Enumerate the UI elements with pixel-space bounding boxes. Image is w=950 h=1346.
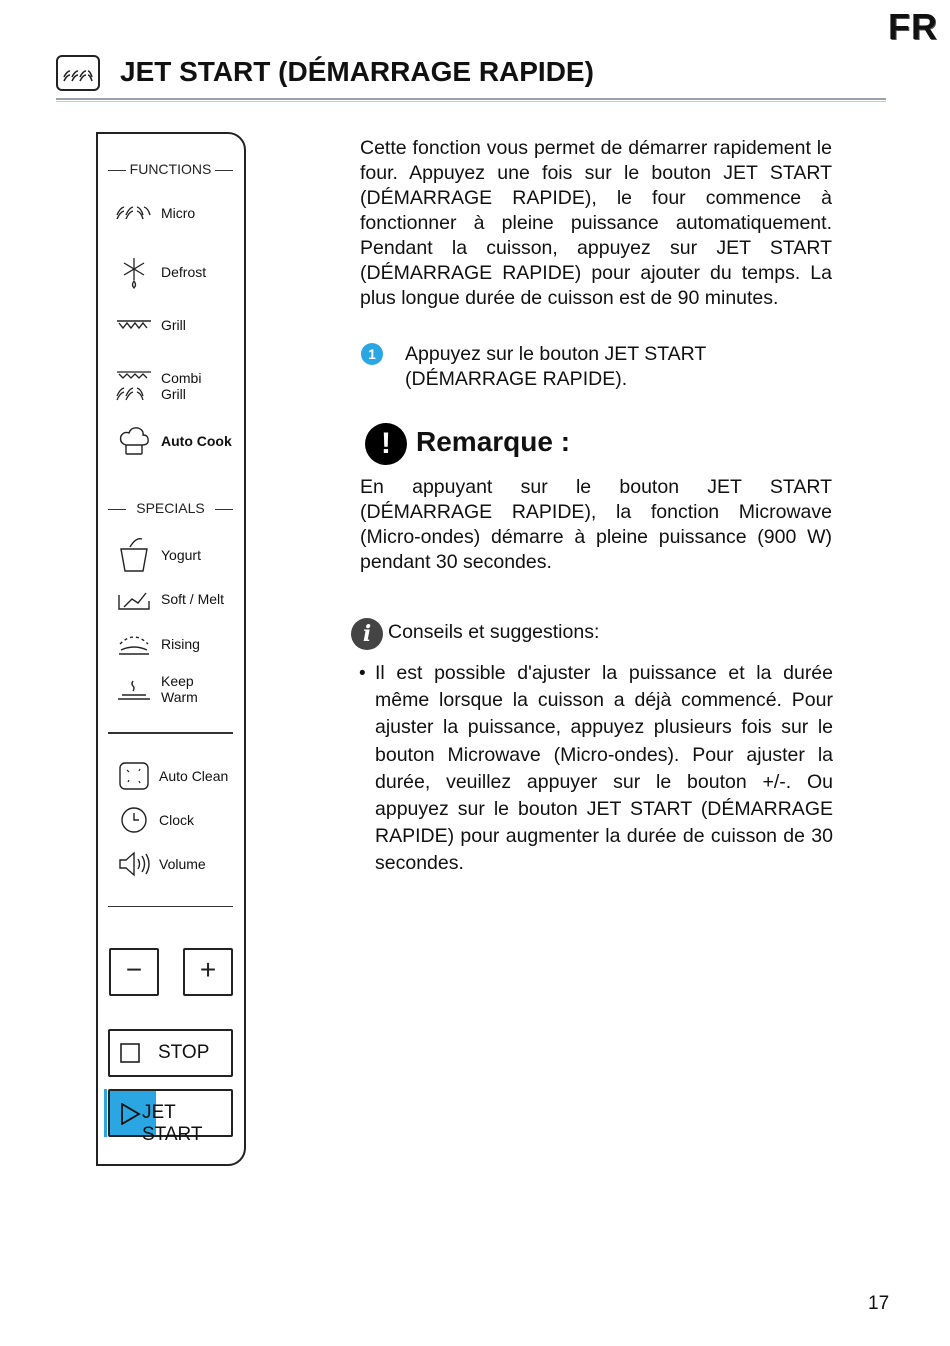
combi-grill-icon (116, 368, 152, 404)
speaker-icon (116, 846, 152, 882)
step-number-badge: 1 (361, 343, 383, 365)
panel-item-soft-melt[interactable] (116, 581, 241, 617)
panel-item-label: Micro (161, 205, 196, 221)
exclamation-icon: ! (365, 423, 407, 465)
page-number: 17 (868, 1293, 890, 1314)
step-text: Appuyez sur le bouton JET START (DÉMARRAGE RAPIDE). (405, 343, 706, 390)
title-divider (56, 98, 886, 102)
melt-icon (116, 581, 152, 617)
panel-item-label: Yogurt (161, 547, 201, 563)
tip-paragraph: Il est possible d'ajuster la puissance et la durée même lorsque la cuisson a déjà commencé. Pour ajuster la puissance, appuyez plusieurs fois sur le bouton Microwave (Micro-ondes). Pour ajuster la durée, veuillez appuyer sur le bouton +/-. Ou appuyez sur le bouton JET START (DÉMARRAGE RAPIDE) pour augmenter la durée de cuisson de 30 secondes. (375, 662, 833, 875)
play-triangle-icon (120, 1103, 142, 1125)
panel-item-rising[interactable] (116, 626, 241, 662)
minus-icon: − (125, 954, 143, 985)
clock-icon (116, 802, 152, 838)
intro-paragraph: Cette fonction vous permet de démarrer rapidement le four. Appuyez une fois sur le bouton JET START (DÉMARRAGE RAPIDE), le four commence à fonctionner à pleine puissance automatiquement. Pendant la cuisson, appuyez sur JET START (DÉMARRAGE RAPIDE) pour ajouter du temps. La plus longue durée de cuisson est de 90 minutes. (360, 137, 832, 309)
plus-icon: + (199, 954, 217, 985)
note-heading: Remarque : (416, 426, 571, 457)
panel-item-clock[interactable] (116, 802, 241, 838)
rising-dough-icon (116, 626, 152, 662)
panel-item-auto-cook[interactable] (116, 423, 241, 459)
panel-item-micro[interactable] (116, 195, 241, 231)
chef-hat-icon (116, 423, 152, 459)
grill-icon (116, 307, 152, 343)
defrost-snowflake-icon (116, 254, 152, 290)
panel-item-yogurt[interactable] (116, 537, 241, 573)
auto-clean-icon (116, 758, 152, 794)
microwave-waves-icon (116, 195, 152, 231)
panel-divider (108, 732, 233, 734)
specials-heading: SPECIALS (108, 500, 233, 516)
panel-item-label: Clock (159, 812, 195, 828)
stop-button[interactable] (108, 1029, 233, 1077)
panel-item-label: Keep Warm (161, 673, 198, 705)
stop-label: STOP (158, 1042, 210, 1063)
panel-item-label: Volume (159, 856, 206, 872)
minus-button[interactable] (109, 948, 159, 996)
language-code: FR (888, 6, 938, 47)
page-title: JET START (DÉMARRAGE RAPIDE) (120, 56, 594, 87)
panel-item-label: Defrost (161, 264, 207, 280)
panel-item-label: Auto Cook (161, 433, 232, 449)
panel-item-label: Rising (161, 636, 200, 652)
panel-item-grill[interactable] (116, 307, 241, 343)
panel-divider (108, 906, 233, 907)
functions-heading: FUNCTIONS (108, 161, 233, 177)
microwave-waves-icon (56, 55, 100, 91)
panel-item-auto-clean[interactable] (116, 758, 241, 794)
jet-start-label: JET START (142, 1102, 203, 1145)
panel-item-defrost[interactable] (116, 254, 241, 290)
jet-start-button[interactable] (108, 1089, 233, 1145)
info-icon: i (351, 618, 383, 650)
yogurt-cup-icon (116, 537, 152, 573)
highlight-accent (104, 1089, 107, 1137)
keep-warm-icon (116, 671, 152, 707)
panel-item-label: Combi Grill (161, 370, 202, 402)
panel-item-label: Auto Clean (159, 768, 229, 784)
panel-item-label: Grill (161, 317, 186, 333)
tips-heading: Conseils et suggestions: (388, 621, 600, 643)
stop-square-icon (120, 1043, 142, 1065)
note-paragraph: En appuyant sur le bouton JET START (DÉMARRAGE RAPIDE), la fonction Microwave (Micro-ondes) démarre à pleine puissance (900 W) pendant 30 secondes. (360, 476, 832, 573)
panel-item-label: Soft / Melt (161, 591, 225, 607)
panel-item-combi-grill[interactable] (116, 368, 241, 404)
plus-button[interactable] (183, 948, 233, 996)
panel-item-volume[interactable] (116, 846, 241, 882)
bullet-icon: • (359, 663, 366, 684)
panel-item-keep-warm[interactable] (116, 671, 241, 707)
